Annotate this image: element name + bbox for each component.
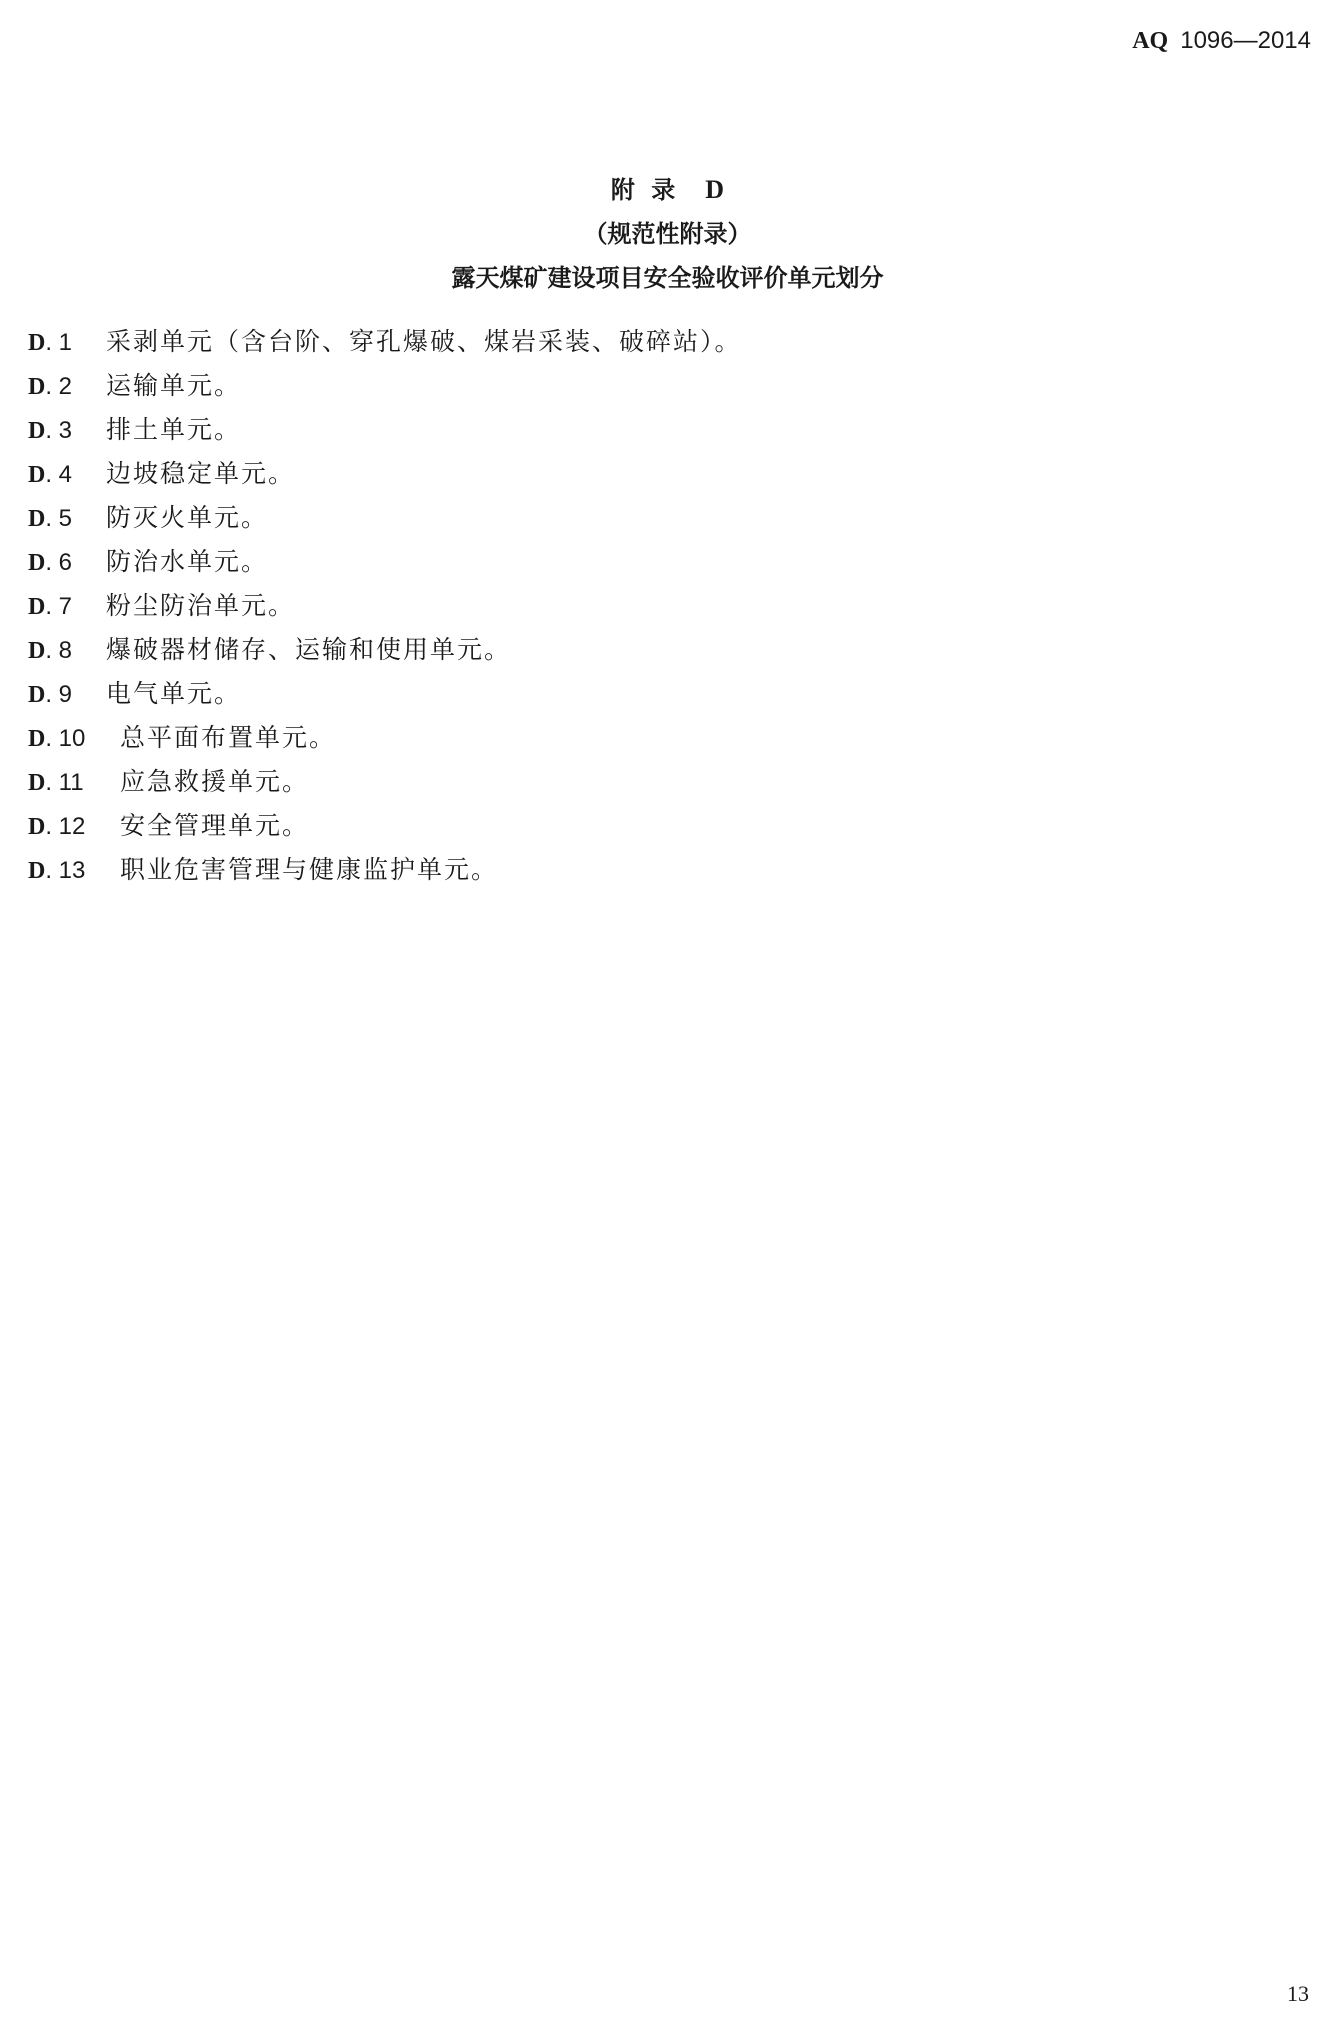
item-prefix: D [28,814,46,840]
item-text: 运输单元。 [106,371,242,400]
item-text: 应急救援单元。 [120,767,310,796]
appendix-title-block [0,168,1335,300]
item-number: D. 9 [28,681,73,708]
appendix-heading [0,168,1335,212]
item-number: D. 11 [28,769,84,796]
standard-code [1132,26,1311,55]
list-item [28,496,1228,540]
list-item [28,320,1228,364]
appendix-label: 附 录 [610,176,680,204]
list-item [28,672,1228,716]
item-text: 爆破器材储存、运输和使用单元。 [106,635,512,664]
item-number: D. 12 [28,813,86,840]
list-item [28,452,1228,496]
item-number: D. 1 [28,329,73,356]
list-item [28,584,1228,628]
item-text: 防治水单元。 [106,547,269,576]
item-prefix: D [28,638,46,664]
item-number: D. 7 [28,593,73,620]
item-prefix: D [28,506,46,532]
appendix-subtitle: （规范性附录） [583,220,752,248]
item-prefix: D [28,550,46,576]
list-item [28,628,1228,672]
standard-number: 1096—2014 [1180,27,1311,54]
list-item [28,408,1228,452]
item-text: 安全管理单元。 [120,811,310,840]
item-text: 采剥单元（含台阶、穿孔爆破、煤岩采装、破碎站）。 [106,327,742,356]
item-prefix: D [28,682,46,708]
item-text: 电气单元。 [106,679,242,708]
item-prefix: D [28,770,46,796]
item-prefix: D [28,726,46,752]
list-item [28,540,1228,584]
item-text: 粉尘防治单元。 [106,591,296,620]
list-item [28,760,1228,804]
item-number: D. 10 [28,725,86,752]
item-number: D. 3 [28,417,73,444]
item-number: D. 4 [28,461,73,488]
page-number: 13 [1287,1981,1309,2006]
item-prefix: D [28,594,46,620]
unit-list [28,320,1228,892]
item-text: 排土单元。 [106,415,242,444]
item-text: 总平面布置单元。 [120,723,337,752]
item-prefix: D [28,330,46,356]
list-item [28,848,1228,892]
item-prefix: D [28,418,46,444]
appendix-main-title: 露天煤矿建设项目安全验收评价单元划分 [451,264,884,292]
item-number: D. 5 [28,505,73,532]
list-item [28,804,1228,848]
item-number: D. 13 [28,857,86,884]
item-prefix: D [28,462,46,488]
item-text: 职业危害管理与健康监护单元。 [120,855,499,884]
list-item [28,364,1228,408]
standard-prefix: AQ [1132,28,1169,54]
item-text: 防灭火单元。 [106,503,269,532]
appendix-letter: D [705,175,725,204]
item-number: D. 8 [28,637,73,664]
item-text: 边坡稳定单元。 [106,459,296,488]
list-item [28,716,1228,760]
item-number: D. 6 [28,549,73,576]
item-number: D. 2 [28,373,73,400]
item-prefix: D [28,858,46,884]
item-prefix: D [28,374,46,400]
